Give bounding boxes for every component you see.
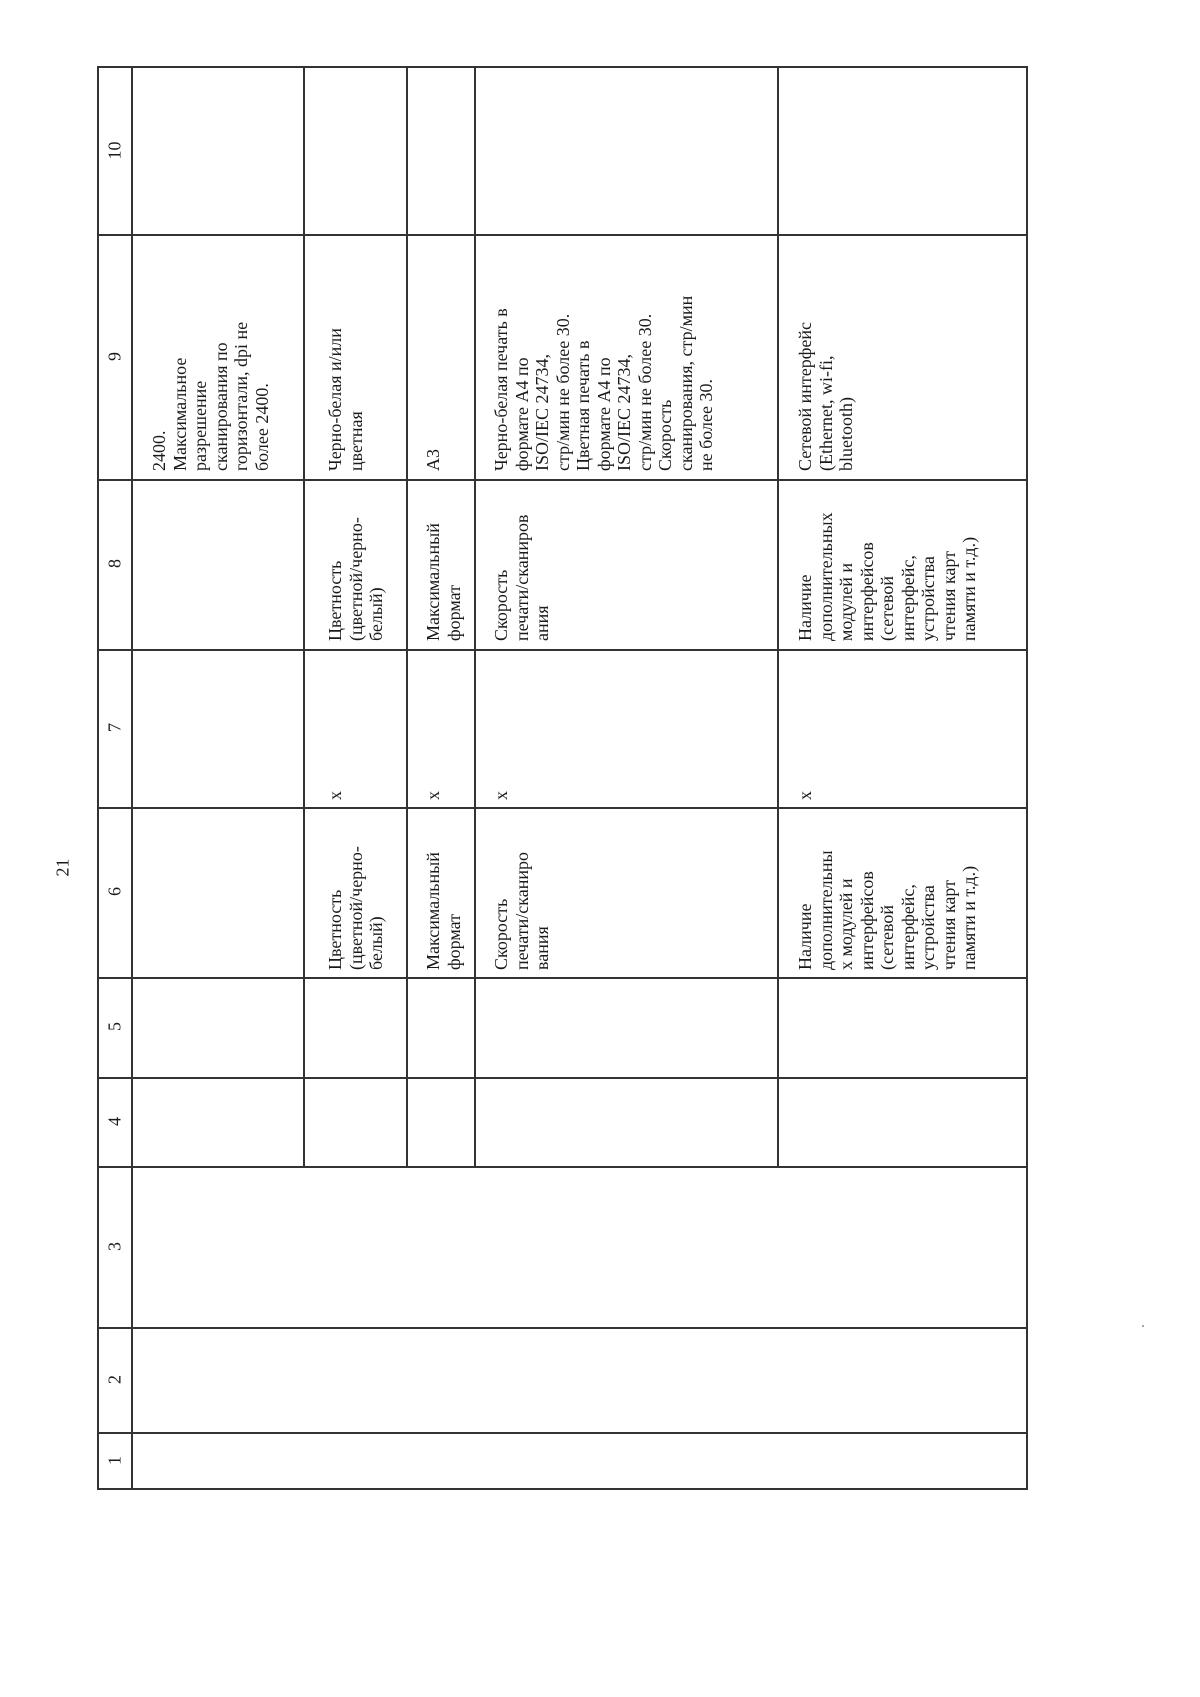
page-number: 21: [52, 858, 73, 877]
row2-col7-cell: x: [325, 791, 345, 800]
header-col-9: 9: [104, 352, 125, 361]
col-sep-4-3: [97, 1166, 1028, 1168]
row-sep-1: [303, 66, 305, 1167]
row-sep-3: [474, 66, 476, 1167]
row5-col9-cell: Сетевой интерфейс (Ethernet, wi-fi, bluetooth): [795, 322, 856, 471]
col-sep-10-9: [97, 234, 1028, 236]
col-sep-8-7: [97, 649, 1028, 651]
col-sep-3-2: [97, 1327, 1028, 1329]
row4-col8-cell: Скорость печати/сканиров ания: [491, 514, 552, 641]
row3-col7-cell: x: [423, 791, 443, 800]
header-col-1: 1: [104, 1456, 125, 1465]
header-col-5: 5: [104, 1022, 125, 1031]
row2-col6-cell: Цветность (цветной/черно- белый): [325, 846, 386, 970]
row3-col9-cell: А3: [423, 449, 443, 471]
col-sep-9-8: [97, 479, 1028, 481]
col-sep-6-5: [97, 977, 1028, 979]
row3-col8-cell: Максимальный формат: [423, 523, 464, 641]
header-col-6: 6: [104, 887, 125, 896]
row2-col8-cell: Цветность (цветной/черно- белый): [325, 517, 386, 641]
header-col-2: 2: [104, 1375, 125, 1384]
header-col-8: 8: [104, 559, 125, 568]
header-col-3: 3: [104, 1242, 125, 1251]
col-sep-7-6: [97, 807, 1028, 809]
row4-col7-cell: x: [491, 791, 511, 800]
header-separator: [131, 66, 133, 1490]
row5-col6-cell: Наличие дополнительны х модулей и интерфейсов (сетевой интерфейс, устройства чтения карт памяти и т.д.): [795, 850, 979, 970]
row4-col9-cell: Черно-белая печать в формате А4 по ISO/IEC 24734, стр/мин не более 30. Цветная печать в формате А4 по ISO/IEC 24734, стр/мин не более 30. Скорость сканирования, стр/мин не более 30.: [491, 295, 716, 471]
header-col-10: 10: [104, 141, 125, 160]
col-sep-5-4: [97, 1077, 1028, 1079]
row4-col6-cell: Скорость печати/сканиро вания: [491, 852, 552, 970]
table-border-left: [97, 66, 99, 1490]
row-sep-2: [406, 66, 408, 1167]
scan-artifact: [1142, 1325, 1144, 1327]
table-border-top: [97, 66, 1028, 68]
header-col-4: 4: [104, 1117, 125, 1126]
col-sep-2-1: [97, 1432, 1028, 1434]
row3-col6-cell: Максимальный формат: [423, 852, 464, 970]
row5-col7-cell: x: [795, 791, 815, 800]
table-border-bottom: [97, 1488, 1028, 1490]
row1-col9-cell: 2400. Максимальное разрешение сканирования по горизонтали, dpi не более 2400.: [149, 321, 272, 471]
row2-col9-cell: Черно-белая и/или цветная: [325, 328, 366, 471]
header-col-7: 7: [104, 723, 125, 732]
row-sep-4: [777, 66, 779, 1167]
table-border-right: [1026, 66, 1028, 1490]
row5-col8-cell: Наличие дополнительных модулей и интерфейсов (сетевой интерфейс, устройства чтения карт памяти и т.д.): [795, 512, 979, 641]
